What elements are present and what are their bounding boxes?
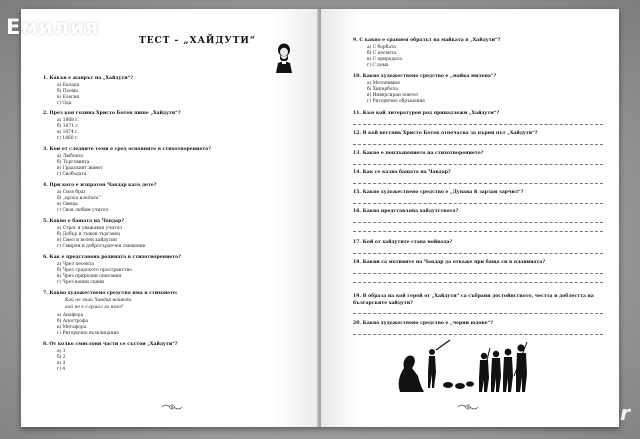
option: а) Любовта — [57, 154, 84, 159]
option: г) Своя любим учител — [57, 208, 109, 213]
question-17: 17. Кой от хайдутите става войвода? — [353, 240, 453, 245]
option: а) 1 — [57, 349, 66, 354]
option: б) С песента — [367, 51, 397, 56]
answer-line — [353, 164, 603, 165]
question-13: 13. Какво е поплъщението на стихотворението? — [353, 151, 484, 156]
option: а) Анафора — [57, 313, 84, 318]
question-3: 3. Кои от следните теми е сред основните в стихотворението? — [43, 147, 211, 152]
question-7: 7. Какво художествено средство има в стиховете: — [43, 291, 178, 296]
question-9: 9. С какво е сравнен образът на майката в „Хайдути“? — [353, 38, 501, 43]
answer-line — [353, 282, 603, 283]
page-number: 8 — [170, 406, 174, 411]
question-14: 14. Как се казва бащата на Чавдар? — [353, 170, 451, 175]
option: в) Елегия — [57, 95, 80, 100]
option: в) Смел и волен хайдутин — [57, 238, 117, 243]
option: а) Строг и уважаван учител — [57, 226, 122, 231]
option: б) Поема — [57, 89, 78, 94]
question-10: 10. Какво художествено средство е „майка милена“? — [353, 74, 497, 79]
botev-portrait-icon — [273, 41, 295, 73]
option: в) 3 — [57, 361, 66, 366]
answer-line — [353, 231, 603, 232]
question-5: 5. Какво е бащата на Чавдар? — [43, 219, 124, 224]
question-20: 20. Какво художествено средство е „черни юдове“? — [353, 321, 493, 326]
question-6: 6. Как е представена родината в стихотворението? — [43, 255, 181, 260]
answer-line — [353, 313, 603, 314]
option: в) Свеща — [57, 202, 78, 207]
option: в) Инверсиран епитет — [367, 93, 419, 98]
answer-line — [353, 273, 603, 274]
option: г) С дома — [367, 63, 389, 68]
question-12: 12. В кой вестник Христо Ботев отпечатва за първи път „Хайдути“? — [353, 131, 538, 136]
option: а) С борбата — [367, 45, 396, 50]
question-19: 19. В образа на кой герой от „Хайдути“ са събрани достойнството, честта и доблестта на българските хайдути? — [353, 294, 594, 306]
option: б) Търговията — [57, 160, 90, 165]
option: б) 1871 г. — [57, 124, 80, 129]
watermark-text: Емилия — [6, 15, 99, 39]
option: б) Чрез градското пространство — [57, 268, 132, 273]
verse-line: Кой не знай Чавдар войвода, — [65, 298, 133, 303]
option: б) Апострофа — [57, 319, 89, 324]
option: в) С природата — [367, 57, 402, 62]
answer-line — [353, 203, 603, 204]
option: а) Метонимия — [367, 81, 400, 86]
verse-line: кой не е слушал за него? — [65, 305, 124, 310]
option: б) „вуйка владика“ — [57, 196, 101, 201]
question-8: 8. От колко смислови части се състои „Хайдути“? — [43, 342, 178, 347]
option: г) Риторично обръщение — [367, 99, 425, 104]
option: а) Своя брат — [57, 190, 86, 195]
test-title: ТЕСТ - „ХАЙДУТИ“ — [139, 36, 257, 46]
question-18: 18. Какви са мотивите на Чавдар да откаже при баща си в планината? — [353, 260, 546, 265]
bazar-watermark-logo: Bazar — [566, 401, 630, 425]
option: г) Риторично възклицание — [57, 331, 119, 336]
answer-line — [353, 222, 603, 223]
option: г) Чрез вонни сцени — [57, 280, 105, 285]
question-2: 2. През коя година Христо Ботев пише „Хайдути“? — [43, 111, 181, 116]
question-11: 11. Към кой литературен род принадлежи „Хайдути“? — [353, 111, 500, 116]
answer-line — [353, 183, 603, 184]
left-page — [21, 9, 319, 427]
question-16: 16. Какво представлява хайдутството? — [353, 209, 459, 214]
option: б) Хипербола — [367, 87, 398, 92]
option: г) Смирен и добросърдечен свещеник — [57, 244, 146, 249]
page-number: 9 — [466, 406, 470, 411]
option: г) Ода — [57, 101, 72, 106]
option: г) 4 — [57, 367, 66, 372]
option: в) Метафора — [57, 325, 87, 330]
option: в) Чрез природни описания — [57, 274, 122, 279]
question-15: 15. Какво художествено средство е „Дунава й зарзаи зарчил“? — [353, 190, 524, 195]
answer-line — [353, 144, 603, 145]
option: б) Добър и тъжен търговец — [57, 232, 120, 237]
option: а) Балада — [57, 83, 80, 88]
question-1: 1. Какъв е жанрът на „Хайдути“? — [43, 76, 133, 81]
option: в) Градският живот — [57, 166, 103, 171]
answer-line — [353, 253, 603, 254]
question-4: 4. При кого е изпратен Чавдар като дете? — [43, 183, 157, 188]
option: в) 1874 г. — [57, 130, 79, 135]
option: а) Чрез песента — [57, 262, 94, 267]
option: а) 1868 г. — [57, 118, 79, 123]
option: б) 2 — [57, 355, 66, 360]
haiduks-silhouette-illustration — [390, 330, 540, 395]
option: г) Свободата — [57, 172, 87, 177]
option: г) 1860 г. — [57, 136, 79, 141]
answer-line — [353, 124, 603, 125]
